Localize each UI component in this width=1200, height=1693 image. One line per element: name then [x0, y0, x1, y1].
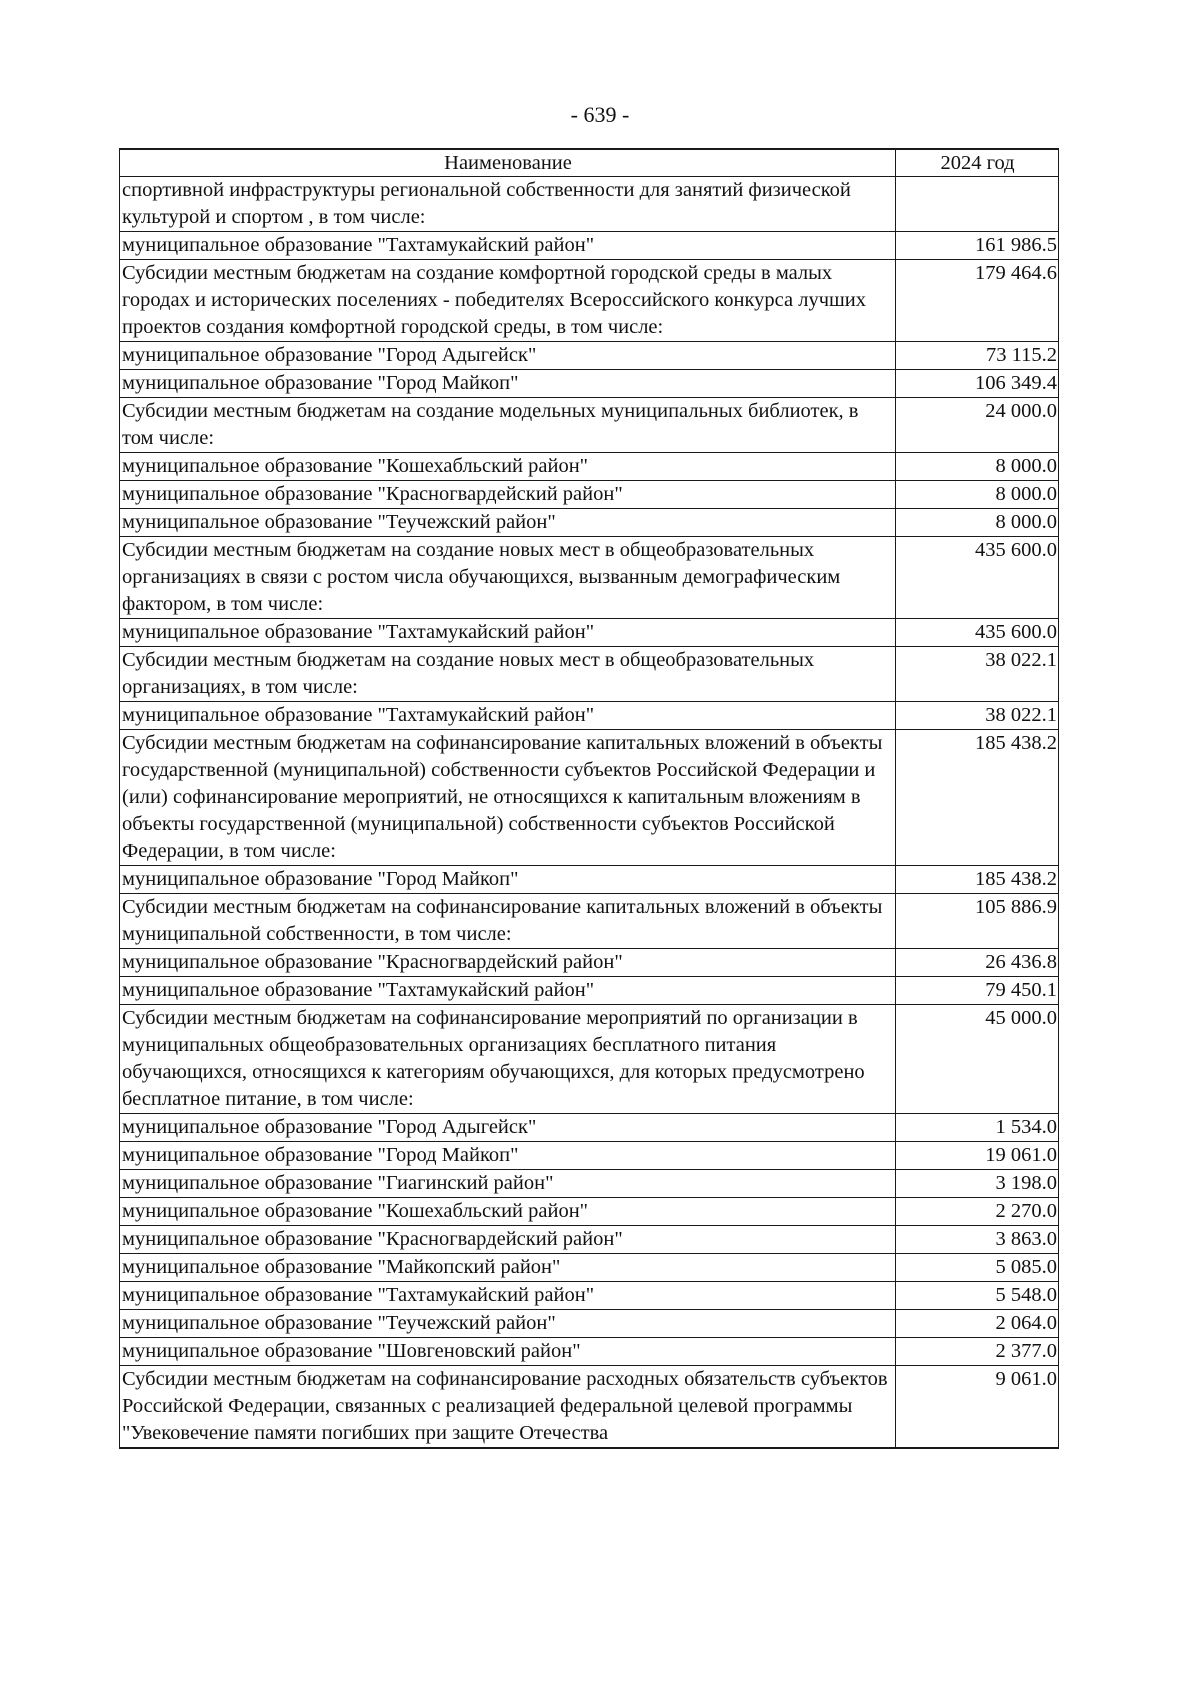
row-value-cell: 105 886.9 [896, 894, 1059, 949]
row-value-cell: 5 548.0 [896, 1282, 1059, 1310]
table-row [120, 619, 1059, 647]
row-value-cell: 435 600.0 [896, 537, 1059, 619]
row-name-cell: муниципальное образование "Тахтамукайский район" [120, 977, 896, 1005]
table-row [120, 1142, 1059, 1170]
row-value-cell: 19 061.0 [896, 1142, 1059, 1170]
row-value-cell: 73 115.2 [896, 342, 1059, 370]
table-row [120, 177, 1059, 232]
row-value-cell: 79 450.1 [896, 977, 1059, 1005]
row-name-cell: муниципальное образование "Красногвардейский район" [120, 481, 896, 509]
row-value-cell: 9 061.0 [896, 1366, 1059, 1449]
row-name-cell: муниципальное образование "Кошехабльский район" [120, 1198, 896, 1226]
row-name-cell: Субсидии местным бюджетам на создание комфортной городской среды в малых городах и исторических поселениях - победителях Всероссийского конкурса лучших проектов создания комфортной городской среды, в том числе: [120, 260, 896, 342]
row-name-cell: Субсидии местным бюджетам на софинансирование капитальных вложений в объекты государственной (муниципальной) собственности субъектов Российской Федерации и (или) софинансирование мероприятий, не относящихся к капитальным вложениям в объекты государственной (муниципальной) собственности субъектов Российской Федерации, в том числе: [120, 730, 896, 866]
table-row [120, 702, 1059, 730]
row-value-cell: 161 986.5 [896, 232, 1059, 260]
table-row [120, 1170, 1059, 1198]
table-header-row [120, 149, 1059, 177]
row-value-cell: 3 198.0 [896, 1170, 1059, 1198]
table-row [120, 260, 1059, 342]
column-header-name: Наименование [120, 149, 896, 177]
table-row [120, 949, 1059, 977]
page-number: - 639 - [570, 102, 630, 127]
row-name-cell: муниципальное образование "Город Майкоп" [120, 866, 896, 894]
row-value-cell: 38 022.1 [896, 702, 1059, 730]
row-name-cell: муниципальное образование "Город Адыгейск" [120, 1114, 896, 1142]
table-row [120, 1282, 1059, 1310]
row-name-cell: Субсидии местным бюджетам на создание модельных муниципальных библиотек, в том числе: [120, 398, 896, 453]
row-name-cell: муниципальное образование "Кошехабльский район" [120, 453, 896, 481]
row-value-cell: 26 436.8 [896, 949, 1059, 977]
row-name-cell: Субсидии местным бюджетам на создание новых мест в общеобразовательных организациях в связи с ростом числа обучающихся, вызванным демографическим фактором, в том числе: [120, 537, 896, 619]
table-row [120, 1254, 1059, 1282]
row-name-cell: муниципальное образование "Теучежский район" [120, 509, 896, 537]
row-value-cell [896, 177, 1059, 232]
table-row [120, 977, 1059, 1005]
row-name-cell: муниципальное образование "Тахтамукайский район" [120, 1282, 896, 1310]
row-value-cell: 185 438.2 [896, 866, 1059, 894]
row-value-cell: 106 349.4 [896, 370, 1059, 398]
row-value-cell: 8 000.0 [896, 453, 1059, 481]
column-header-year: 2024 год [896, 149, 1059, 177]
row-value-cell: 3 863.0 [896, 1226, 1059, 1254]
row-name-cell: Субсидии местным бюджетам на софинансирование мероприятий по организации в муниципальных общеобразовательных организациях бесплатного питания обучающихся, относящихся к категориям обучающихся, для которых предусмотрено бесплатное питание, в том числе: [120, 1005, 896, 1114]
row-name-cell: спортивной инфраструктуры региональной собственности для занятий физической культурой и спортом , в том числе: [120, 177, 896, 232]
row-value-cell: 38 022.1 [896, 647, 1059, 702]
row-name-cell: муниципальное образование "Город Адыгейск" [120, 342, 896, 370]
row-name-cell: муниципальное образование "Тахтамукайский район" [120, 619, 896, 647]
row-value-cell: 8 000.0 [896, 509, 1059, 537]
table-row [120, 398, 1059, 453]
table-row [120, 370, 1059, 398]
table-row [120, 1366, 1059, 1449]
row-name-cell: муниципальное образование "Красногвардейский район" [120, 1226, 896, 1254]
table-row [120, 1338, 1059, 1366]
row-value-cell: 435 600.0 [896, 619, 1059, 647]
table-row [120, 509, 1059, 537]
row-name-cell: муниципальное образование "Тахтамукайский район" [120, 232, 896, 260]
table-row [120, 1005, 1059, 1114]
row-value-cell: 24 000.0 [896, 398, 1059, 453]
table-body [120, 177, 1059, 1449]
row-name-cell: муниципальное образование "Тахтамукайский район" [120, 702, 896, 730]
row-name-cell: Субсидии местным бюджетам на софинансирование расходных обязательств субъектов Российской Федерации, связанных с реализацией федеральной целевой программы "Увековечение памяти погибших при защите Отечества [120, 1366, 896, 1449]
row-name-cell: муниципальное образование "Город Майкоп" [120, 1142, 896, 1170]
table-row [120, 481, 1059, 509]
row-name-cell: Субсидии местным бюджетам на создание новых мест в общеобразовательных организациях, в том числе: [120, 647, 896, 702]
row-name-cell: муниципальное образование "Шовгеновский район" [120, 1338, 896, 1366]
row-value-cell: 2 064.0 [896, 1310, 1059, 1338]
table-row [120, 232, 1059, 260]
table-row [120, 1114, 1059, 1142]
table-row [120, 537, 1059, 619]
row-value-cell: 179 464.6 [896, 260, 1059, 342]
row-value-cell: 5 085.0 [896, 1254, 1059, 1282]
table-row [120, 894, 1059, 949]
row-name-cell: муниципальное образование "Теучежский район" [120, 1310, 896, 1338]
row-value-cell: 1 534.0 [896, 1114, 1059, 1142]
budget-table [119, 148, 1059, 1449]
row-value-cell: 8 000.0 [896, 481, 1059, 509]
table-row [120, 1198, 1059, 1226]
row-name-cell: муниципальное образование "Майкопский район" [120, 1254, 896, 1282]
table-row [120, 342, 1059, 370]
row-value-cell: 185 438.2 [896, 730, 1059, 866]
table-row [120, 1310, 1059, 1338]
row-name-cell: муниципальное образование "Гиагинский район" [120, 1170, 896, 1198]
row-name-cell: Субсидии местным бюджетам на софинансирование капитальных вложений в объекты муниципальной собственности, в том числе: [120, 894, 896, 949]
table-row [120, 1226, 1059, 1254]
row-value-cell: 2 270.0 [896, 1198, 1059, 1226]
row-value-cell: 2 377.0 [896, 1338, 1059, 1366]
table-row [120, 730, 1059, 866]
table-row [120, 453, 1059, 481]
table-row [120, 866, 1059, 894]
table-row [120, 647, 1059, 702]
row-name-cell: муниципальное образование "Город Майкоп" [120, 370, 896, 398]
row-name-cell: муниципальное образование "Красногвардейский район" [120, 949, 896, 977]
row-value-cell: 45 000.0 [896, 1005, 1059, 1114]
